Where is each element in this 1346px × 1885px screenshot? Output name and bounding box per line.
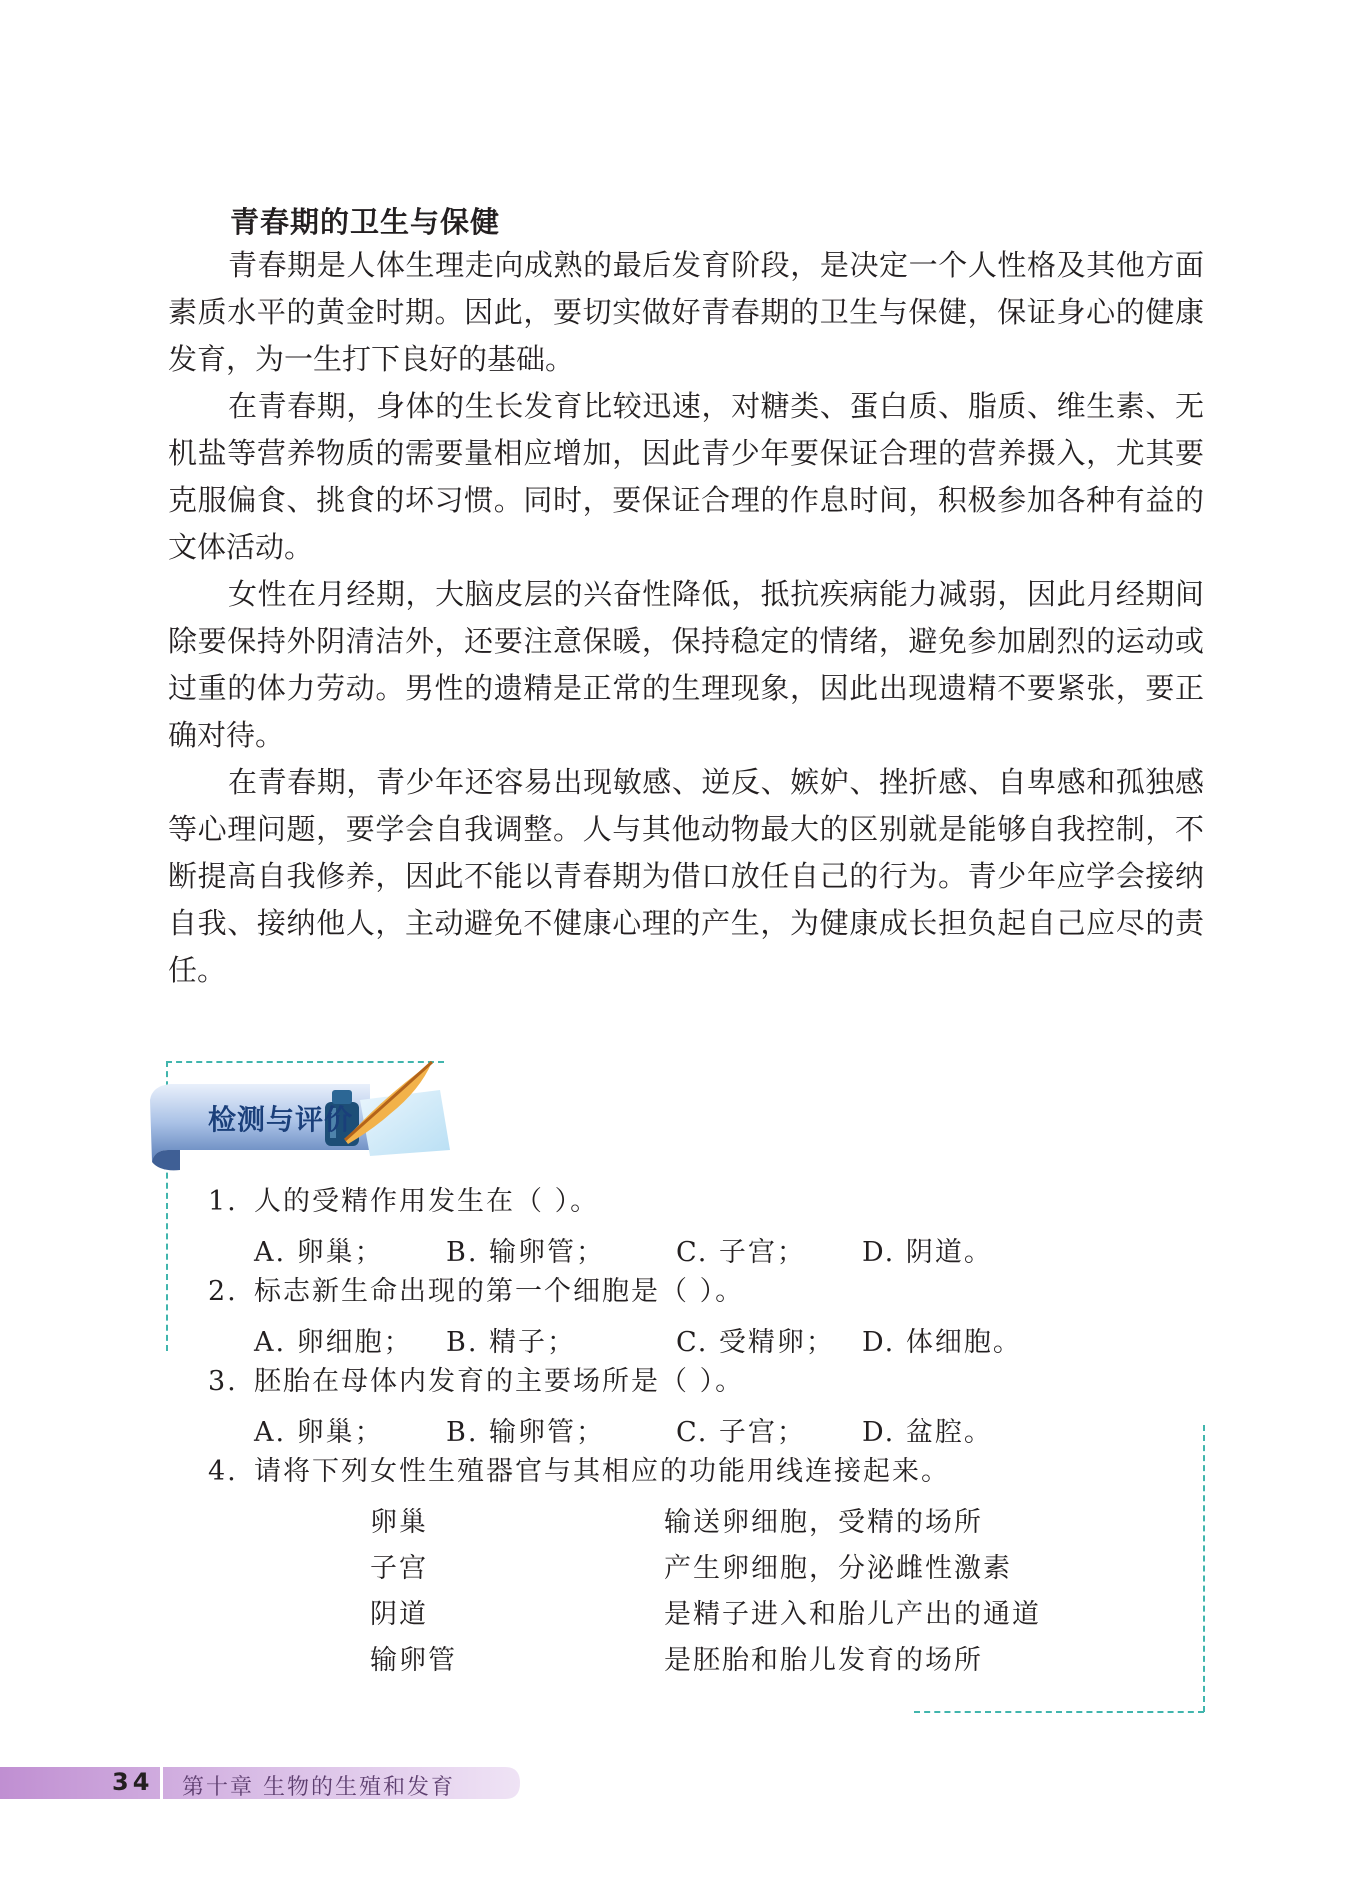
question-1-number: 1. (208, 1186, 238, 1217)
match-left-item: 阴道 (370, 1599, 428, 1630)
assessment-title: 检测与评价 (208, 1103, 354, 1136)
match-right-item: 是精子进入和胎儿产出的通道 (664, 1599, 1041, 1630)
paragraph-3: 女性在月经期，大脑皮层的兴奋性降低，抵抗疾病能力减弱，因此月经期间除要保持外阴清洁外，还要注意保暖，保持稳定的情绪，避免参加剧烈的运动或过重的体力劳动。男性的遗精是正常的生理现象，因此出现遗精不要紧张，要正确对待。 (168, 577, 1204, 752)
question-4-number: 4. (208, 1456, 238, 1487)
question-1-option-b: B. 输卵管； (446, 1237, 606, 1268)
page-number: 34 (112, 1768, 154, 1796)
question-3-option-c: C. 子宫； (676, 1417, 806, 1448)
question-2-number: 2. (208, 1276, 238, 1307)
question-2-option-c: C. 受精卵； (676, 1327, 835, 1358)
question-1-option-a: A. 卵巢； (254, 1237, 384, 1268)
question-3-option-b: B. 输卵管； (446, 1417, 606, 1448)
question-2-option-a: A. 卵细胞； (254, 1327, 413, 1358)
question-2-option-b: B. 精子； (446, 1327, 577, 1358)
question-1-text: 人的受精作用发生在（ ）。 (254, 1186, 600, 1217)
question-2-text: 标志新生命出现的第一个细胞是（ ）。 (254, 1276, 745, 1307)
match-left-item: 卵巢 (370, 1507, 428, 1538)
question-1-option-c: C. 子宫； (676, 1237, 806, 1268)
match-right-item: 输送卵细胞，受精的场所 (664, 1507, 983, 1538)
match-left-item: 输卵管 (370, 1645, 457, 1676)
chapter-title: 第十章 生物的生殖和发育 (182, 1775, 455, 1800)
section-heading: 青春期的卫生与保健 (230, 205, 501, 239)
question-3-number: 3. (208, 1366, 238, 1397)
paragraph-4: 在青春期，青少年还容易出现敏感、逆反、嫉妒、挫折感、自卑感和孤独感等心理问题，要学会自我调整。人与其他动物最大的区别就是能够自我控制，不断提高自我修养，因此不能以青春期为借口放任自己的行为。青少年应学会接纳自我、接纳他人，主动避免不健康心理的产生，为健康成长担负起自己应尽的责任。 (168, 765, 1204, 987)
question-3-option-a: A. 卵巢； (254, 1417, 384, 1448)
paragraph-2: 在青春期，身体的生长发育比较迅速，对糖类、蛋白质、脂质、维生素、无机盐等营养物质的需要量相应增加，因此青少年要保证合理的营养摄入，尤其要克服偏食、挑食的坏习惯。同时，要保证合理的作息时间，积极参加各种有益的文体活动。 (168, 389, 1204, 564)
frame-dash-right (1203, 1425, 1205, 1712)
question-3 (208, 1364, 744, 1400)
question-3-option-d: D. 盆腔。 (862, 1417, 993, 1448)
question-1 (208, 1184, 599, 1220)
question-3-text: 胚胎在母体内发育的主要场所是（ ）。 (254, 1366, 745, 1397)
question-1-option-d: D. 阴道。 (862, 1237, 993, 1268)
frame-dash-bottom (914, 1711, 1204, 1713)
paragraph-1: 青春期是人体生理走向成熟的最后发育阶段，是决定一个人性格及其他方面素质水平的黄金时期。因此，要切实做好青春期的卫生与保健，保证身心的健康发育，为一生打下良好的基础。 (168, 248, 1204, 376)
match-left-item: 子宫 (370, 1553, 428, 1584)
match-right-item: 是胚胎和胎儿发育的场所 (664, 1645, 983, 1676)
question-2 (208, 1274, 744, 1310)
question-4-text: 请将下列女性生殖器官与其相应的功能用线连接起来。 (254, 1456, 950, 1487)
question-4 (208, 1454, 950, 1490)
match-right-item: 产生卵细胞，分泌雌性激素 (664, 1553, 1012, 1584)
question-2-option-d: D. 体细胞。 (862, 1327, 1022, 1358)
